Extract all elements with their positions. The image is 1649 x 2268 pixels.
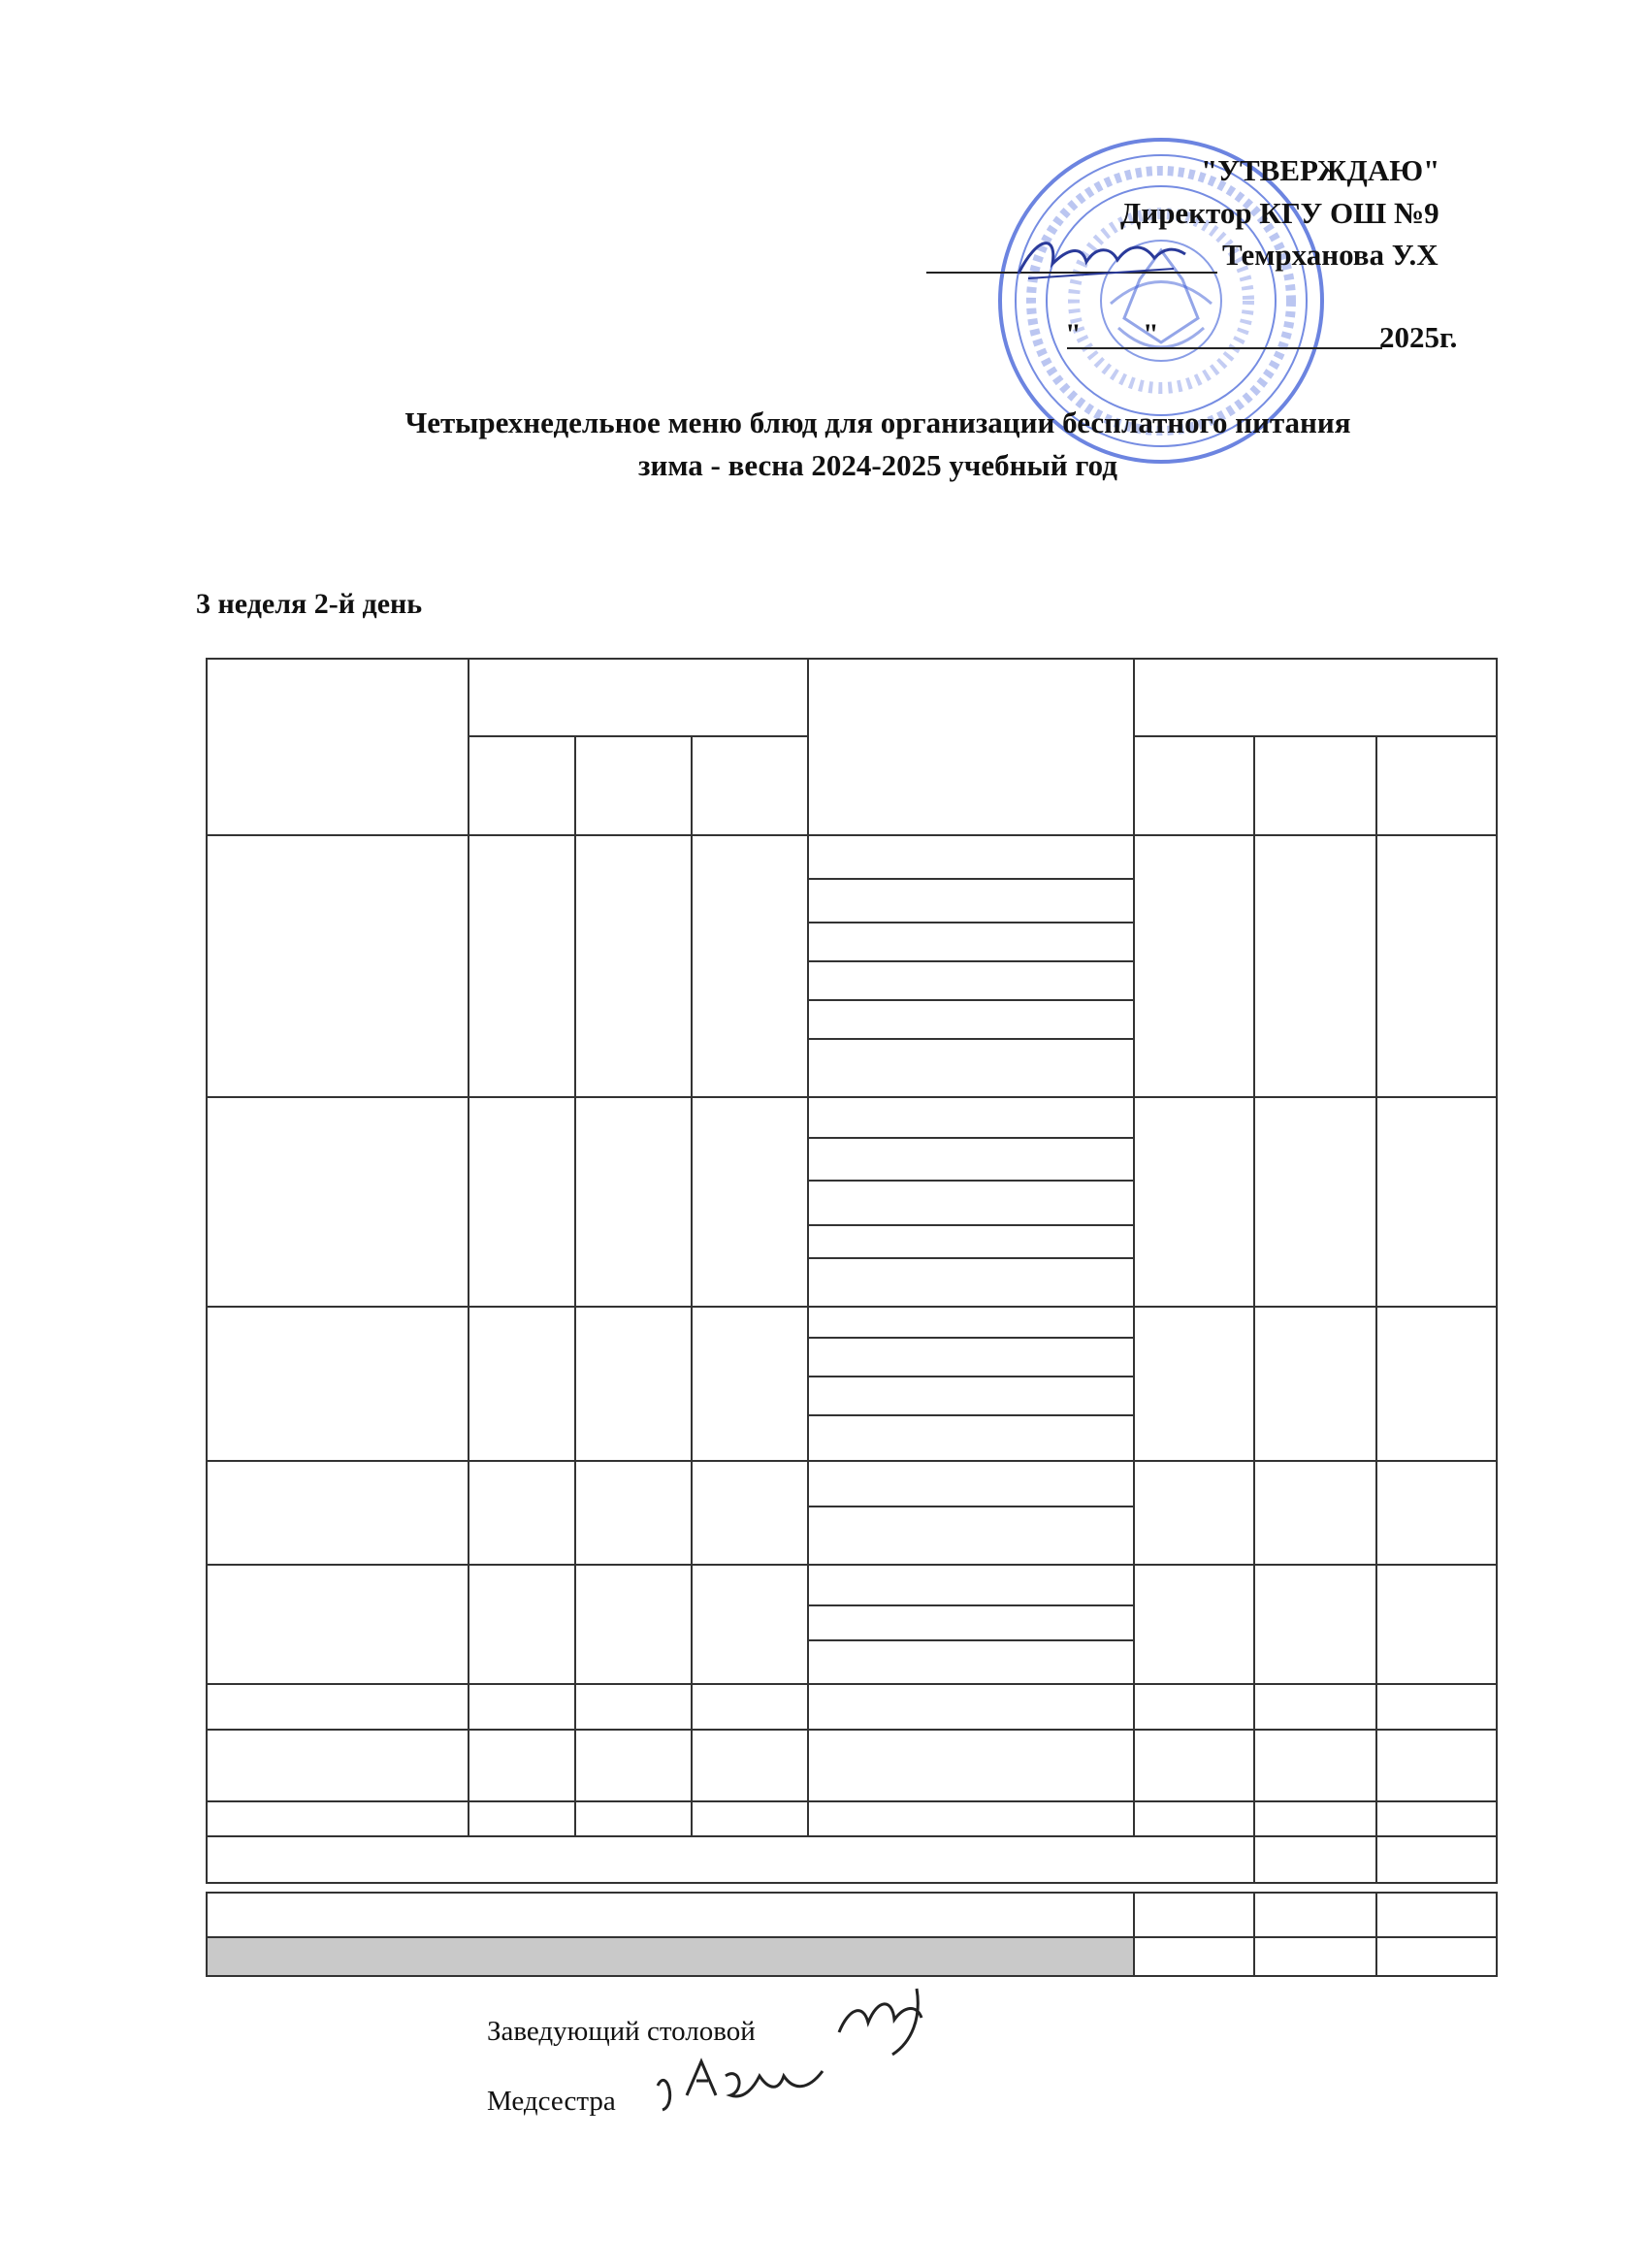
table-vline — [1253, 735, 1255, 1837]
table-hline — [807, 1414, 1135, 1416]
table-hline — [807, 1376, 1135, 1377]
table-vline — [1496, 1892, 1498, 1977]
table-hline — [206, 1564, 1498, 1566]
table-hline — [807, 999, 1135, 1001]
table-vline — [691, 735, 693, 1837]
table-hline — [807, 1604, 1135, 1606]
table-hline — [807, 922, 1135, 923]
table-hline — [206, 1460, 1498, 1462]
table-vline — [1133, 658, 1135, 1837]
table-vline — [1253, 1800, 1255, 1884]
table-hline — [206, 658, 1498, 660]
nurse-label: Медсестра — [487, 2086, 616, 2117]
table-hline — [807, 1224, 1135, 1226]
table-vline — [1133, 1892, 1135, 1977]
table-hline — [1133, 735, 1498, 737]
table-hline — [206, 1800, 1498, 1802]
day-label: 3 неделя 2-й день — [196, 588, 423, 620]
table-vline — [1375, 735, 1377, 1837]
table-hline — [206, 1892, 1498, 1894]
table-vline — [1253, 1892, 1255, 1977]
table-hline — [206, 1683, 1498, 1685]
table-hline — [807, 1337, 1135, 1339]
table-vline — [468, 658, 469, 1837]
table-vline — [807, 658, 809, 1837]
table-hline — [206, 1835, 1498, 1837]
table-hline — [807, 1180, 1135, 1182]
table-vline — [206, 1892, 208, 1977]
approval-name: Темрханова У.Х — [1222, 238, 1439, 272]
table-hline — [807, 1506, 1135, 1507]
table-hline — [807, 1639, 1135, 1641]
table-hline — [206, 834, 1498, 836]
nurse-signature — [648, 2047, 842, 2124]
table-hline — [206, 1975, 1498, 1977]
table-vline — [206, 658, 208, 1837]
table-vline — [206, 1835, 208, 1884]
canteen-head-signature — [824, 1979, 951, 2057]
table-vline — [574, 735, 576, 1837]
canteen-head-label: Заведующий столовой — [487, 2016, 756, 2047]
table-hline — [807, 878, 1135, 880]
approval-date-quote-close: " — [1143, 318, 1159, 350]
director-signature — [1009, 225, 1193, 293]
menu-title-line1: Четырехнедельное меню блюд для организации бесплатного питания — [404, 405, 1351, 439]
table-hline — [807, 1137, 1135, 1139]
table-hline — [206, 1306, 1498, 1308]
menu-title-line2: зима - весна 2024-2025 учебный год — [638, 448, 1117, 482]
table-vline — [1496, 1835, 1498, 1884]
table-vline — [1496, 658, 1498, 1837]
table-hline — [206, 1096, 1498, 1098]
table-vline — [1375, 1892, 1377, 1977]
table-hline — [807, 960, 1135, 962]
table-hline — [807, 1038, 1135, 1040]
table-vline — [1375, 1800, 1377, 1884]
table-hline — [468, 735, 809, 737]
approval-date-quote-open: " — [1065, 318, 1082, 350]
table-hline — [206, 1729, 1498, 1731]
date-line — [1067, 347, 1382, 349]
total-vat-shading — [208, 1938, 1133, 1975]
table-hline — [206, 1936, 1498, 1938]
table-hline — [206, 1882, 1498, 1884]
approval-director: Директор КГУ ОШ №9 — [1120, 196, 1439, 230]
table-hline — [807, 1257, 1135, 1259]
approval-heading: "УТВЕРЖДАЮ" — [1201, 153, 1440, 187]
approval-year: 2025г. — [1379, 320, 1458, 354]
